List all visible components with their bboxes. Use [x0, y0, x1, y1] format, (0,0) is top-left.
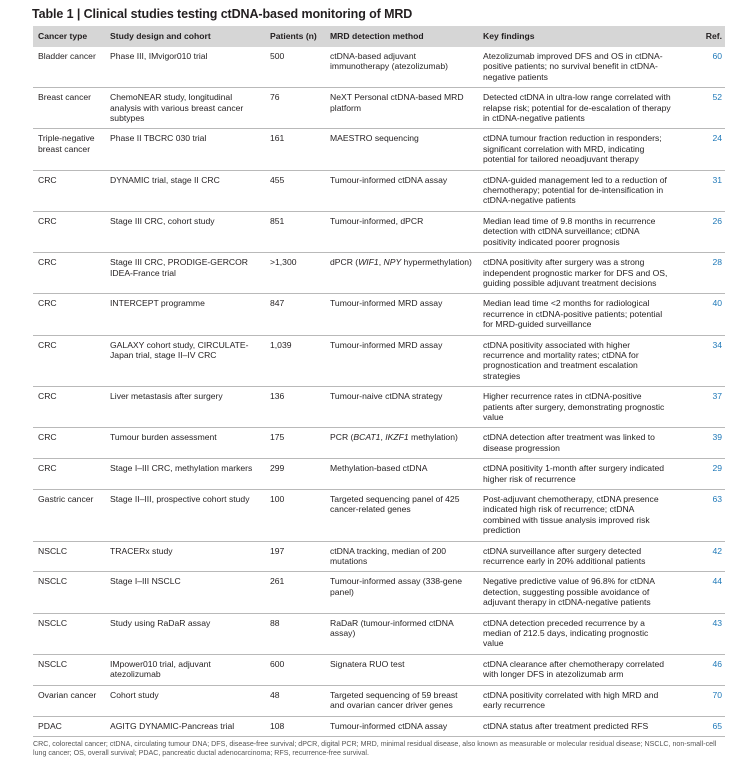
cell-cancer-type: Bladder cancer — [33, 47, 105, 88]
cell-ref: 28 — [675, 253, 725, 294]
cell-study-design: Stage I–III NSCLC — [105, 572, 265, 613]
cell-ref: 29 — [675, 459, 725, 490]
cell-ref: 65 — [675, 716, 725, 736]
cell-study-design: GALAXY cohort study, CIRCULATE-Japan trial, stage II–IV CRC — [105, 335, 265, 387]
cell-study-design: Stage III CRC, PRODIGE-GERCOR IDEA-France trial — [105, 253, 265, 294]
cell-ref: 24 — [675, 129, 725, 170]
cell-cancer-type: CRC — [33, 428, 105, 459]
cell-cancer-type: CRC — [33, 170, 105, 211]
cell-mrd-method: Tumour-naive ctDNA strategy — [325, 387, 478, 428]
cell-patients: 48 — [265, 685, 325, 716]
table-row — [33, 541, 725, 572]
cell-ref: 43 — [675, 613, 725, 654]
cell-key-findings: Atezolizumab improved DFS and OS in ctDNA-positive patients; no survival benefit in ctDNA-negative patients — [478, 47, 675, 88]
table-header-row — [33, 26, 725, 47]
cell-key-findings: ctDNA positivity correlated with high MRD and early recurrence — [478, 685, 675, 716]
cell-key-findings: Higher recurrence rates in ctDNA-positive patients after surgery, demonstrating prognostic value — [478, 387, 675, 428]
cell-ref: 31 — [675, 170, 725, 211]
gene-name: WIF1 — [358, 257, 379, 268]
cell-study-design: ChemoNEAR study, longitudinal analysis with various breast cancer subtypes — [105, 88, 265, 129]
method-text: , — [378, 257, 384, 268]
header-cancer-type: Cancer type — [38, 31, 88, 41]
method-text: methylation) — [408, 432, 458, 443]
header-patients: Patients (n) — [270, 31, 317, 41]
table-row — [33, 613, 725, 654]
table-row — [33, 170, 725, 211]
cell-cancer-type: CRC — [33, 211, 105, 252]
cell-mrd-method: MAESTRO sequencing — [325, 129, 478, 170]
cell-cancer-type: CRC — [33, 253, 105, 294]
cell-cancer-type: NSCLC — [33, 654, 105, 685]
cell-patients: 100 — [265, 490, 325, 542]
cell-cancer-type: CRC — [33, 459, 105, 490]
cell-study-design: INTERCEPT programme — [105, 294, 265, 335]
cell-study-design: Cohort study — [105, 685, 265, 716]
cell-cancer-type: NSCLC — [33, 572, 105, 613]
table-row — [33, 294, 725, 335]
table-row — [33, 572, 725, 613]
cell-mrd-method: Tumour-informed MRD assay — [325, 294, 478, 335]
cell-key-findings: ctDNA tumour fraction reduction in responders; significant correlation with MRD, indicating potential for tailored neoadjuvant therapy — [478, 129, 675, 170]
cell-study-design: DYNAMIC trial, stage II CRC — [105, 170, 265, 211]
cell-ref: 37 — [675, 387, 725, 428]
cell-patients: 197 — [265, 541, 325, 572]
cell-patients: 500 — [265, 47, 325, 88]
table-row — [33, 88, 725, 129]
cell-cancer-type: PDAC — [33, 716, 105, 736]
cell-cancer-type: CRC — [33, 335, 105, 387]
cell-patients: 261 — [265, 572, 325, 613]
cell-mrd-method: NeXT Personal ctDNA-based MRD platform — [325, 88, 478, 129]
cell-mrd-method: Tumour-informed MRD assay — [325, 335, 478, 387]
cell-patients: 88 — [265, 613, 325, 654]
cell-mrd-method: Signatera RUO test — [325, 654, 478, 685]
cell-study-design: Phase III, IMvigor010 trial — [105, 47, 265, 88]
cell-study-design: Phase II TBCRC 030 trial — [105, 129, 265, 170]
cell-mrd-method: RaDaR (tumour-informed ctDNA assay) — [325, 613, 478, 654]
cell-study-design: IMpower010 trial, adjuvant atezolizumab — [105, 654, 265, 685]
cell-mrd-method — [325, 253, 478, 294]
cell-patients: 175 — [265, 428, 325, 459]
header-mrd-method: MRD detection method — [330, 31, 424, 41]
cell-cancer-type: Ovarian cancer — [33, 685, 105, 716]
document-page — [4, 0, 740, 758]
cell-study-design: Stage I–III CRC, methylation markers — [105, 459, 265, 490]
cell-patients: >1,300 — [265, 253, 325, 294]
table-row — [33, 459, 725, 490]
method-text: hypermethylation) — [401, 257, 472, 268]
cell-key-findings: ctDNA positivity associated with higher recurrence and mortality rates; ctDNA for prognostication and treatment escalation strategies — [478, 335, 675, 387]
table-row — [33, 685, 725, 716]
table-row — [33, 47, 725, 88]
cell-cancer-type: Gastric cancer — [33, 490, 105, 542]
clinical-studies-table — [33, 26, 725, 737]
cell-ref: 42 — [675, 541, 725, 572]
cell-ref: 40 — [675, 294, 725, 335]
gene-name: IKZF1 — [385, 432, 409, 443]
cell-mrd-method: ctDNA tracking, median of 200 mutations — [325, 541, 478, 572]
cell-mrd-method: Targeted sequencing of 59 breast and ovarian cancer driver genes — [325, 685, 478, 716]
cell-key-findings: Negative predictive value of 96.8% for ctDNA detection, suggesting possible avoidance of adjuvant therapy in ctDNA-negative patients — [478, 572, 675, 613]
cell-patients: 600 — [265, 654, 325, 685]
cell-key-findings: ctDNA detection preceded recurrence by a median of 212.5 days, indicating prognostic value — [478, 613, 675, 654]
cell-key-findings: ctDNA positivity 1-month after surgery indicated higher risk of recurrence — [478, 459, 675, 490]
cell-mrd-method: Tumour-informed, dPCR — [325, 211, 478, 252]
cell-patients: 136 — [265, 387, 325, 428]
cell-cancer-type: CRC — [33, 294, 105, 335]
cell-ref: 39 — [675, 428, 725, 459]
cell-mrd-method: Methylation-based ctDNA — [325, 459, 478, 490]
table-row — [33, 211, 725, 252]
cell-patients: 108 — [265, 716, 325, 736]
cell-ref: 70 — [675, 685, 725, 716]
cell-patients: 851 — [265, 211, 325, 252]
cell-cancer-type: CRC — [33, 387, 105, 428]
cell-mrd-method — [325, 428, 478, 459]
cell-mrd-method: ctDNA-based adjuvant immunotherapy (atezolizumab) — [325, 47, 478, 88]
cell-patients: 1,039 — [265, 335, 325, 387]
cell-mrd-method: Tumour-informed assay (338-gene panel) — [325, 572, 478, 613]
cell-key-findings: ctDNA positivity after surgery was a strong independent prognostic marker for DFS and OS, guiding possible adjuvant treatment decisions — [478, 253, 675, 294]
cell-ref: 44 — [675, 572, 725, 613]
cell-study-design: TRACERx study — [105, 541, 265, 572]
cell-ref: 52 — [675, 88, 725, 129]
cell-study-design: Stage III CRC, cohort study — [105, 211, 265, 252]
cell-key-findings: ctDNA surveillance after surgery detected recurrence early in 20% additional patients — [478, 541, 675, 572]
table-row — [33, 335, 725, 387]
gene-name: BCAT1 — [353, 432, 381, 443]
cell-study-design: Liver metastasis after surgery — [105, 387, 265, 428]
method-text: dPCR ( — [330, 257, 359, 268]
cell-ref: 46 — [675, 654, 725, 685]
cell-key-findings: ctDNA status after treatment predicted RFS — [478, 716, 675, 736]
table-row — [33, 253, 725, 294]
cell-ref: 26 — [675, 211, 725, 252]
cell-patients: 299 — [265, 459, 325, 490]
cell-key-findings: Median lead time <2 months for radiological recurrence in ctDNA-positive patients; potential for MRD-guided surveillance — [478, 294, 675, 335]
table-row — [33, 716, 725, 736]
gene-name: NPY — [383, 257, 402, 268]
cell-key-findings: Median lead time of 9.8 months in recurrence detection with ctDNA surveillance; ctDNA positivity indicated poorer prognosis — [478, 211, 675, 252]
cell-key-findings: Post-adjuvant chemotherapy, ctDNA presence indicated high risk of recurrence; ctDNA combined with tissue analysis improved risk prediction — [478, 490, 675, 542]
cell-patients: 76 — [265, 88, 325, 129]
cell-study-design: AGITG DYNAMIC-Pancreas trial — [105, 716, 265, 736]
cell-cancer-type: Breast cancer — [33, 88, 105, 129]
cell-ref: 34 — [675, 335, 725, 387]
cell-mrd-method: Tumour-informed ctDNA assay — [325, 170, 478, 211]
cell-key-findings: Detected ctDNA in ultra-low range correlated with relapse risk; potential for de-escalation of therapy in ctDNA-negative patients — [478, 88, 675, 129]
cell-patients: 161 — [265, 129, 325, 170]
cell-mrd-method: Tumour-informed ctDNA assay — [325, 716, 478, 736]
cell-cancer-type: Triple-negative breast cancer — [33, 129, 105, 170]
cell-patients: 847 — [265, 294, 325, 335]
header-ref: Ref. — [705, 31, 722, 41]
cell-key-findings: ctDNA detection after treatment was linked to disease progression — [478, 428, 675, 459]
cell-study-design: Tumour burden assessment — [105, 428, 265, 459]
cell-cancer-type: NSCLC — [33, 613, 105, 654]
cell-mrd-method: Targeted sequencing panel of 425 cancer-related genes — [325, 490, 478, 542]
table-row — [33, 654, 725, 685]
table-row — [33, 490, 725, 542]
cell-patients: 455 — [265, 170, 325, 211]
cell-ref: 60 — [675, 47, 725, 88]
cell-key-findings: ctDNA clearance after chemotherapy correlated with longer DFS in atezolizumab arm — [478, 654, 675, 685]
table-body — [33, 47, 725, 736]
table-footnote: CRC, colorectal cancer; ctDNA, circulating tumour DNA; DFS, disease-free survival; dPCR, digital PCR; MRD, minimal residual disease, also known as measurable or molecular residual disease; NSCLC, non-small-cell lung cancer; OS, overall survival; PDAC, pancreatic ductal adenocarcinoma; RFS, recurrence-free survival. — [33, 739, 717, 757]
cell-key-findings: ctDNA-guided management led to a reduction of chemotherapy; potential for de-intensification in ctDNA-negative patients — [478, 170, 675, 211]
header-study-design: Study design and cohort — [110, 31, 211, 41]
cell-study-design: Stage II–III, prospective cohort study — [105, 490, 265, 542]
table-row — [33, 428, 725, 459]
table-title: Table 1 | Clinical studies testing ctDNA-based monitoring of MRD — [32, 7, 413, 21]
method-text: , — [380, 432, 386, 443]
cell-study-design: Study using RaDaR assay — [105, 613, 265, 654]
cell-ref: 63 — [675, 490, 725, 542]
cell-cancer-type: NSCLC — [33, 541, 105, 572]
table-row — [33, 387, 725, 428]
table-row — [33, 129, 725, 170]
method-text: PCR ( — [330, 432, 354, 443]
header-key-findings: Key findings — [483, 31, 535, 41]
